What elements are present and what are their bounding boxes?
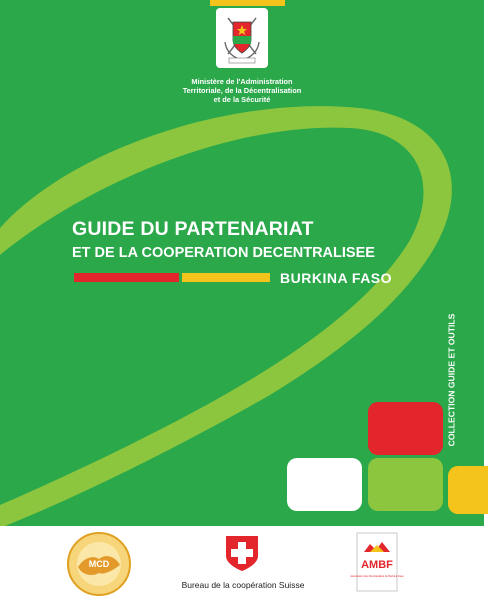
ambf-caption: Association des Municipalités du Burkina Faso bbox=[350, 575, 404, 578]
swiss-cross-icon bbox=[224, 534, 260, 572]
yellow-tile bbox=[448, 466, 488, 514]
ministry-name bbox=[150, 77, 334, 104]
red-accent-bar bbox=[74, 273, 179, 282]
ambf-logo-icon bbox=[350, 532, 404, 592]
ambf-logo-text: AMBF bbox=[361, 559, 393, 571]
mcd-logo-icon bbox=[66, 531, 132, 597]
ministry-line-1: Ministère de l'Administration bbox=[191, 77, 293, 86]
mcd-logo-text: MCD bbox=[88, 559, 110, 569]
document-title: GUIDE DU PARTENARIAT bbox=[72, 218, 314, 240]
ministry-line-3: et de la Sécurité bbox=[213, 95, 271, 104]
white-tile bbox=[287, 458, 362, 511]
top-yellow-bar bbox=[210, 0, 285, 6]
swiss-cooperation-label: Bureau de la coopération Suisse bbox=[181, 580, 305, 590]
document-subtitle: ET DE LA COOPERATION DECENTRALISEE bbox=[72, 245, 375, 261]
coat-of-arms-icon bbox=[216, 8, 268, 68]
green-tile bbox=[368, 458, 443, 511]
country-name: BURKINA FASO bbox=[280, 270, 393, 286]
yellow-accent-bar bbox=[182, 273, 270, 282]
collection-label-text: COLLECTION GUIDE ET OUTILS bbox=[446, 313, 457, 447]
ministry-line-2: Territoriale, de la Décentralisation bbox=[182, 86, 302, 95]
red-tile bbox=[368, 402, 443, 455]
